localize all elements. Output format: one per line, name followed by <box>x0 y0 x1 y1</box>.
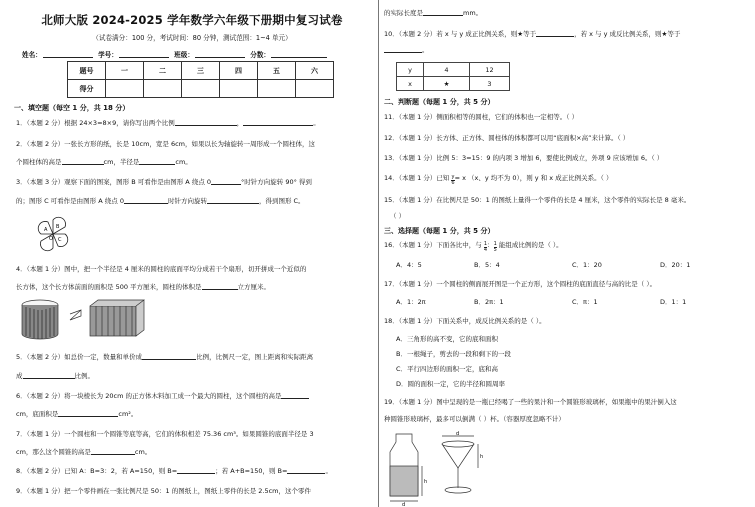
answer-blank[interactable] <box>62 158 104 165</box>
glass-rim <box>442 441 474 447</box>
option-b[interactable]: B．一根绳子，剪去的一段和剩下的一段 <box>396 350 511 358</box>
section-fill-title: 一、填空题（每空 1 分，共 18 分） <box>14 104 130 112</box>
answer-blank[interactable] <box>536 30 574 37</box>
score-table-score-row <box>68 80 334 98</box>
score-cell: 一 <box>106 62 144 80</box>
exam-subtitle: （试卷满分：100 分，考试时间：80 分钟，测试范围：1~4 单元） <box>92 34 292 42</box>
left-column <box>8 0 376 507</box>
answer-blank[interactable] <box>384 46 422 53</box>
xy-cell: x <box>397 77 424 91</box>
xy-table <box>396 62 510 91</box>
exam-title: 北师大版 2024-2025 学年数学六年级下册期中复习试卷 <box>41 13 343 27</box>
answer-blank[interactable] <box>287 467 325 474</box>
question-15: 15．（本题 1 分）在比例尺是 50：1 的图纸上量得一个零件的长是 4 厘米，这个零件的实际长是 8 毫米。 <box>384 196 691 204</box>
score-table-header-row <box>68 62 334 80</box>
answer-blank[interactable] <box>139 158 175 165</box>
score-cell: 四 <box>220 62 258 80</box>
question-10-cont: 。 <box>384 45 429 55</box>
juice-fill <box>390 466 418 496</box>
score-input-cell[interactable] <box>144 80 182 98</box>
answer-blank[interactable] <box>175 119 237 126</box>
xy-cell: 12 <box>470 63 510 77</box>
class-label: 班级： <box>174 51 194 59</box>
cylinder-cut-figure <box>18 298 148 342</box>
score-cell: 三 <box>182 62 220 80</box>
xy-cell: 4 <box>424 63 470 77</box>
bottle-glass-figure <box>386 430 496 506</box>
question-12: 12．（本题 1 分）长方体、正方体、圆柱体的体积都可以用“底面积×高”来计算。（ ） <box>384 134 630 142</box>
xy-cell: ★ <box>424 77 470 91</box>
question-19: 19．（本题 1 分）图中呈现的是一瓶已经喝了一些的果汁和一个圆锥形玻璃杯，如果瓶中的果汁倒入这 <box>384 398 677 406</box>
pinwheel-shapes <box>38 217 68 251</box>
question-4: 4．（本题 1 分）图中，把一个半径是 4 厘米的圆柱的底面平均分成若干个扇形，切开拼成一个近似的 <box>16 265 307 273</box>
xy-cell: 3 <box>470 77 510 91</box>
question-7-cont: cm，那么这个圆锥的高是 cm。 <box>16 448 152 456</box>
question-1: 1．（本题 2 分）根据 24×3=8×9，请你写出两个比例 ， 。 <box>16 119 320 127</box>
student-info-row <box>22 49 330 59</box>
question-3-cont: 的；图形 C 可看作是由图形 A 绕点 0 时针方向旋转 ，得到图形 C。 <box>16 197 305 205</box>
id-blank[interactable] <box>119 51 169 58</box>
answer-blank[interactable] <box>58 410 118 417</box>
question-9: 9．（本题 1 分）把一个零件画在一张比例尺是 50：1 的图纸上，图纸上零件的长是 2.5cm，这个零件 <box>16 487 312 495</box>
score-blank[interactable] <box>271 51 327 58</box>
score-cell: 二 <box>144 62 182 80</box>
glass-h-label: h <box>480 454 484 460</box>
score-input-cell[interactable] <box>258 80 296 98</box>
answer-blank[interactable] <box>142 353 196 360</box>
id-label: 学号： <box>98 51 118 59</box>
question-15-cont: （ ） <box>390 212 406 220</box>
option-c[interactable]: C．1：20 <box>572 261 602 269</box>
label-b: B <box>56 224 60 230</box>
score-cell: 六 <box>296 62 334 80</box>
option-a[interactable]: A．4：5 <box>396 261 422 269</box>
question-10: 10．（本题 2 分）若 x 与 y 成正比例关系，则★等于 ，若 x 与 y 成反比例关系，则★等于 <box>384 30 681 38</box>
answer-blank[interactable] <box>177 467 215 474</box>
section-choice-title: 三、选择题（每题 1 分，共 5 分） <box>384 227 495 235</box>
xy-cell: y <box>397 63 424 77</box>
answer-blank[interactable] <box>281 392 309 399</box>
option-d[interactable]: D．圆的面积一定，它的半径和圆周率 <box>396 380 506 388</box>
score-table <box>67 61 334 98</box>
column-divider <box>378 0 379 507</box>
xy-row-y <box>397 63 510 77</box>
pinwheel-figure <box>28 214 78 254</box>
fraction-1-4: $\frac{1}{4}$ <box>483 241 488 253</box>
answer-blank[interactable] <box>124 197 168 204</box>
question-14: 14．（本题 1 分）已知 $\frac{y}{6}$ = x （x、y 均不为 0），则 y 和 x 成正比例关系。（ ） <box>384 174 613 186</box>
score-input-cell[interactable] <box>182 80 220 98</box>
score-input-cell[interactable] <box>296 80 334 98</box>
answer-blank[interactable] <box>423 9 463 16</box>
question-11: 11．（本题 1 分）侧面积相等的圆柱，它们的体积也一定相等。（ ） <box>384 113 579 121</box>
question-16: 16．（本题 1 分）下面各比中，与 $\frac{1}{4}$ ： $\frac{1}{5}$ 能组成比例的是（ ）。 <box>384 241 563 253</box>
score-input-cell[interactable] <box>106 80 144 98</box>
question-3: 3．（本题 3 分）观察下面的图案，图形 B 可看作是由图形 A 绕点 0 °时针方向旋转 90° 得到 <box>16 178 312 186</box>
fraction-y-6: $\frac{y}{6}$ <box>451 174 455 186</box>
score-input-cell[interactable] <box>220 80 258 98</box>
option-d[interactable]: D．20：1 <box>660 261 691 269</box>
question-18: 18．（本题 1 分）下面关系中，成反比例关系的是（ ）。 <box>384 317 546 325</box>
option-a[interactable]: A．1：2π <box>396 298 426 306</box>
label-o: O <box>49 236 53 242</box>
name-blank[interactable] <box>43 51 93 58</box>
question-8: 8．（本题 2 分）已知 A：B=3：2，若 A=150，则 B= ；若 A+B=150，则 B= 。 <box>16 467 332 475</box>
option-c[interactable]: C．平行四边形的面积一定，底和高 <box>396 365 499 373</box>
xy-row-x <box>397 77 510 91</box>
score-cell: 得分 <box>68 80 106 98</box>
glass-d-label: d <box>456 431 460 437</box>
box-body <box>90 306 136 336</box>
answer-blank[interactable] <box>207 197 259 204</box>
question-7: 7．（本题 1 分）一个圆柱和一个圆锥等底等高，它们的体积相差 75.36 cm³。如果圆锥的底面半径是 3 <box>16 430 314 438</box>
fraction-1-5: $\frac{1}{5}$ <box>493 241 497 253</box>
option-c[interactable]: C．π：1 <box>572 298 598 306</box>
option-b[interactable]: B．5：4 <box>474 261 500 269</box>
question-17: 17．（本题 1 分）一个圆柱的侧面展开图是一个正方形，这个圆柱的底面直径与高的比是（ ）。 <box>384 280 657 288</box>
bottle-d-label: d <box>402 502 406 506</box>
question-19-cont: 种圆锥形玻璃杯，最多可以倒满（ ）杯。（容器厚度忽略不计） <box>384 415 565 423</box>
question-2-cont: 个圆柱体的高是 cm，半径是 cm。 <box>16 158 192 166</box>
label-a: A <box>44 227 48 233</box>
question-2: 2．（本题 2 分）一张长方形的纸，长是 10cm，宽是 6cm，如果以长为轴旋转一周形成一个圆柱体，这 <box>16 140 316 148</box>
question-9-cont: 的实际长度是 mm。 <box>384 9 483 17</box>
answer-blank[interactable] <box>91 448 135 455</box>
bottle-h-label: h <box>424 479 428 485</box>
right-column <box>382 0 750 507</box>
score-cell: 五 <box>258 62 296 80</box>
answer-blank[interactable] <box>211 178 241 185</box>
question-5: 5．（本题 2 分）如总价一定，数量和单价成 比例，比例尺一定，图上距离和实际距离 <box>16 353 314 361</box>
question-6-cont: cm，底面积是 cm²。 <box>16 410 138 418</box>
question-5-cont: 成 比例。 <box>16 372 94 380</box>
answer-blank[interactable] <box>243 119 313 126</box>
class-blank[interactable] <box>195 51 245 58</box>
option-a[interactable]: A．三角形的高不变，它的底和面积 <box>396 335 498 343</box>
cylinder-body <box>22 305 58 339</box>
arrow-shape <box>70 310 81 320</box>
option-b[interactable]: B．2π：1 <box>474 298 504 306</box>
question-6: 6．（本题 2 分）将一块棱长为 20cm 的正方体木料加工成一个最大的圆柱，这个圆柱的高是 <box>16 391 309 401</box>
question-13: 13．（本题 1 分）比例 5：3=15：9 的内项 3 增加 6，要使比例成立，外项 9 应该增加 6。（ ） <box>384 154 664 162</box>
glass-cone <box>442 444 474 468</box>
score-cell: 题号 <box>68 62 106 80</box>
question-4-cont: 长方体，这个长方体前面的面积是 500 平方厘米，圆柱的体积是 立方厘米。 <box>16 283 271 291</box>
answer-blank[interactable] <box>202 283 238 290</box>
section-judge-title: 二、判断题（每题 1 分，共 5 分） <box>384 98 495 106</box>
score-label: 分数： <box>250 51 271 59</box>
name-label: 姓名： <box>22 51 42 59</box>
answer-blank[interactable] <box>23 372 75 379</box>
option-d[interactable]: D．1：1 <box>660 298 687 306</box>
label-c: C <box>58 237 62 243</box>
